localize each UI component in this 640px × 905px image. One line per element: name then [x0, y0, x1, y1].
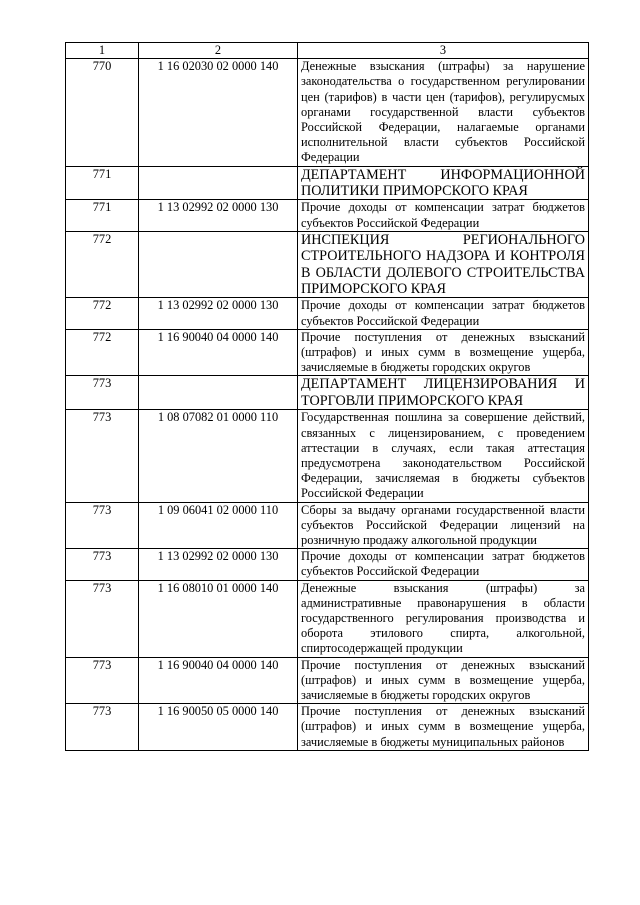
admin-code-cell: 773 [66, 376, 139, 410]
description-cell: Государственная пошлина за совершение действий, связанных с лицензированием, с проведением аттестации в случаях, если такая аттестация предусмотрена законодательством Российской Федерации, зачисляемая в бюджеты субъектов Российской Федерации [298, 410, 589, 502]
revenue-code-cell: 1 16 08010 01 0000 140 [139, 580, 298, 657]
admin-code-cell: 773 [66, 549, 139, 580]
description-cell: Денежные взыскания (штрафы) за нарушение законодательства о государственном регулировании цен (тарифов) в части цен (тарифов), регулирусмых органами государственной власти субъектов Российской Федерации, налагаемые органами исполнительной власти субъектов Российской Федерации [298, 59, 589, 166]
description-cell: Прочие поступления от денежных взысканий (штрафов) и иных сумм в возмещение ущерба, зачисляемые в бюджеты городских округов [298, 657, 589, 704]
table-row [66, 580, 589, 657]
header-col-3: 3 [298, 43, 589, 59]
table-row [66, 549, 589, 580]
department-name-cell: ДЕПАРТАМЕНТ ИНФОРМАЦИОННОЙ ПОЛИТИКИ ПРИМОРСКОГО КРАЯ [298, 166, 589, 200]
table-row [66, 376, 589, 410]
department-name-cell: ИНСПЕКЦИЯ РЕГИОНАЛЬНОГО СТРОИТЕЛЬНОГО НАДЗОРА И КОНТРОЛЯ В ОБЛАСТИ ДОЛЕВОГО СТРОИТЕЛЬСТВА ПРИМОРСКОГО КРАЯ [298, 231, 589, 298]
revenue-code-cell: 1 16 90040 04 0000 140 [139, 657, 298, 704]
admin-code-cell: 771 [66, 166, 139, 200]
table-row [66, 704, 589, 751]
table-body [66, 59, 589, 751]
description-cell: Прочие поступления от денежных взысканий (штрафов) и иных сумм в возмещение ущерба, зачисляемые в бюджеты городских округов [298, 329, 589, 376]
document-page [65, 42, 588, 751]
table-row [66, 410, 589, 502]
table-row [66, 166, 589, 200]
header-col-1: 1 [66, 43, 139, 59]
admin-code-cell: 773 [66, 410, 139, 502]
revenue-code-cell: 1 13 02992 02 0000 130 [139, 549, 298, 580]
admin-code-cell: 772 [66, 329, 139, 376]
admin-code-cell: 773 [66, 580, 139, 657]
description-cell: Сборы за выдачу органами государственной власти субъектов Российской Федерации лицензий на розничную продажу алкогольной продукции [298, 502, 589, 549]
table-row [66, 329, 589, 376]
table-row [66, 657, 589, 704]
description-cell: Прочие доходы от компенсации затрат бюджетов субъектов Российской Федерации [298, 200, 589, 231]
revenue-code-cell [139, 166, 298, 200]
revenue-code-cell [139, 231, 298, 298]
revenue-code-cell: 1 09 06041 02 0000 110 [139, 502, 298, 549]
admin-code-cell: 771 [66, 200, 139, 231]
table-row [66, 200, 589, 231]
table-row [66, 231, 589, 298]
department-name-cell: ДЕПАРТАМЕНТ ЛИЦЕНЗИРОВАНИЯ И ТОРГОВЛИ ПРИМОРСКОГО КРАЯ [298, 376, 589, 410]
revenue-code-cell: 1 13 02992 02 0000 130 [139, 200, 298, 231]
admin-code-cell: 770 [66, 59, 139, 166]
table-row [66, 59, 589, 166]
revenue-code-cell: 1 13 02992 02 0000 130 [139, 298, 298, 329]
table-row [66, 502, 589, 549]
header-col-2: 2 [139, 43, 298, 59]
description-cell: Денежные взыскания (штрафы) за административные правонарушения в области государственного регулирования производства и оборота этилового спирта, алкогольной, спиртосодержащей продукции [298, 580, 589, 657]
revenue-code-cell: 1 16 90040 04 0000 140 [139, 329, 298, 376]
description-cell: Прочие доходы от компенсации затрат бюджетов субъектов Российской Федерации [298, 298, 589, 329]
revenue-codes-table [65, 42, 589, 751]
admin-code-cell: 772 [66, 231, 139, 298]
description-cell: Прочие поступления от денежных взысканий (штрафов) и иных сумм в возмещение ущерба, зачисляемые в бюджеты муниципальных районов [298, 704, 589, 751]
admin-code-cell: 772 [66, 298, 139, 329]
admin-code-cell: 773 [66, 657, 139, 704]
revenue-code-cell: 1 08 07082 01 0000 110 [139, 410, 298, 502]
revenue-code-cell: 1 16 90050 05 0000 140 [139, 704, 298, 751]
revenue-code-cell: 1 16 02030 02 0000 140 [139, 59, 298, 166]
admin-code-cell: 773 [66, 502, 139, 549]
revenue-code-cell [139, 376, 298, 410]
admin-code-cell: 773 [66, 704, 139, 751]
description-cell: Прочие доходы от компенсации затрат бюджетов субъектов Российской Федерации [298, 549, 589, 580]
table-row [66, 298, 589, 329]
table-header-row [66, 43, 589, 59]
